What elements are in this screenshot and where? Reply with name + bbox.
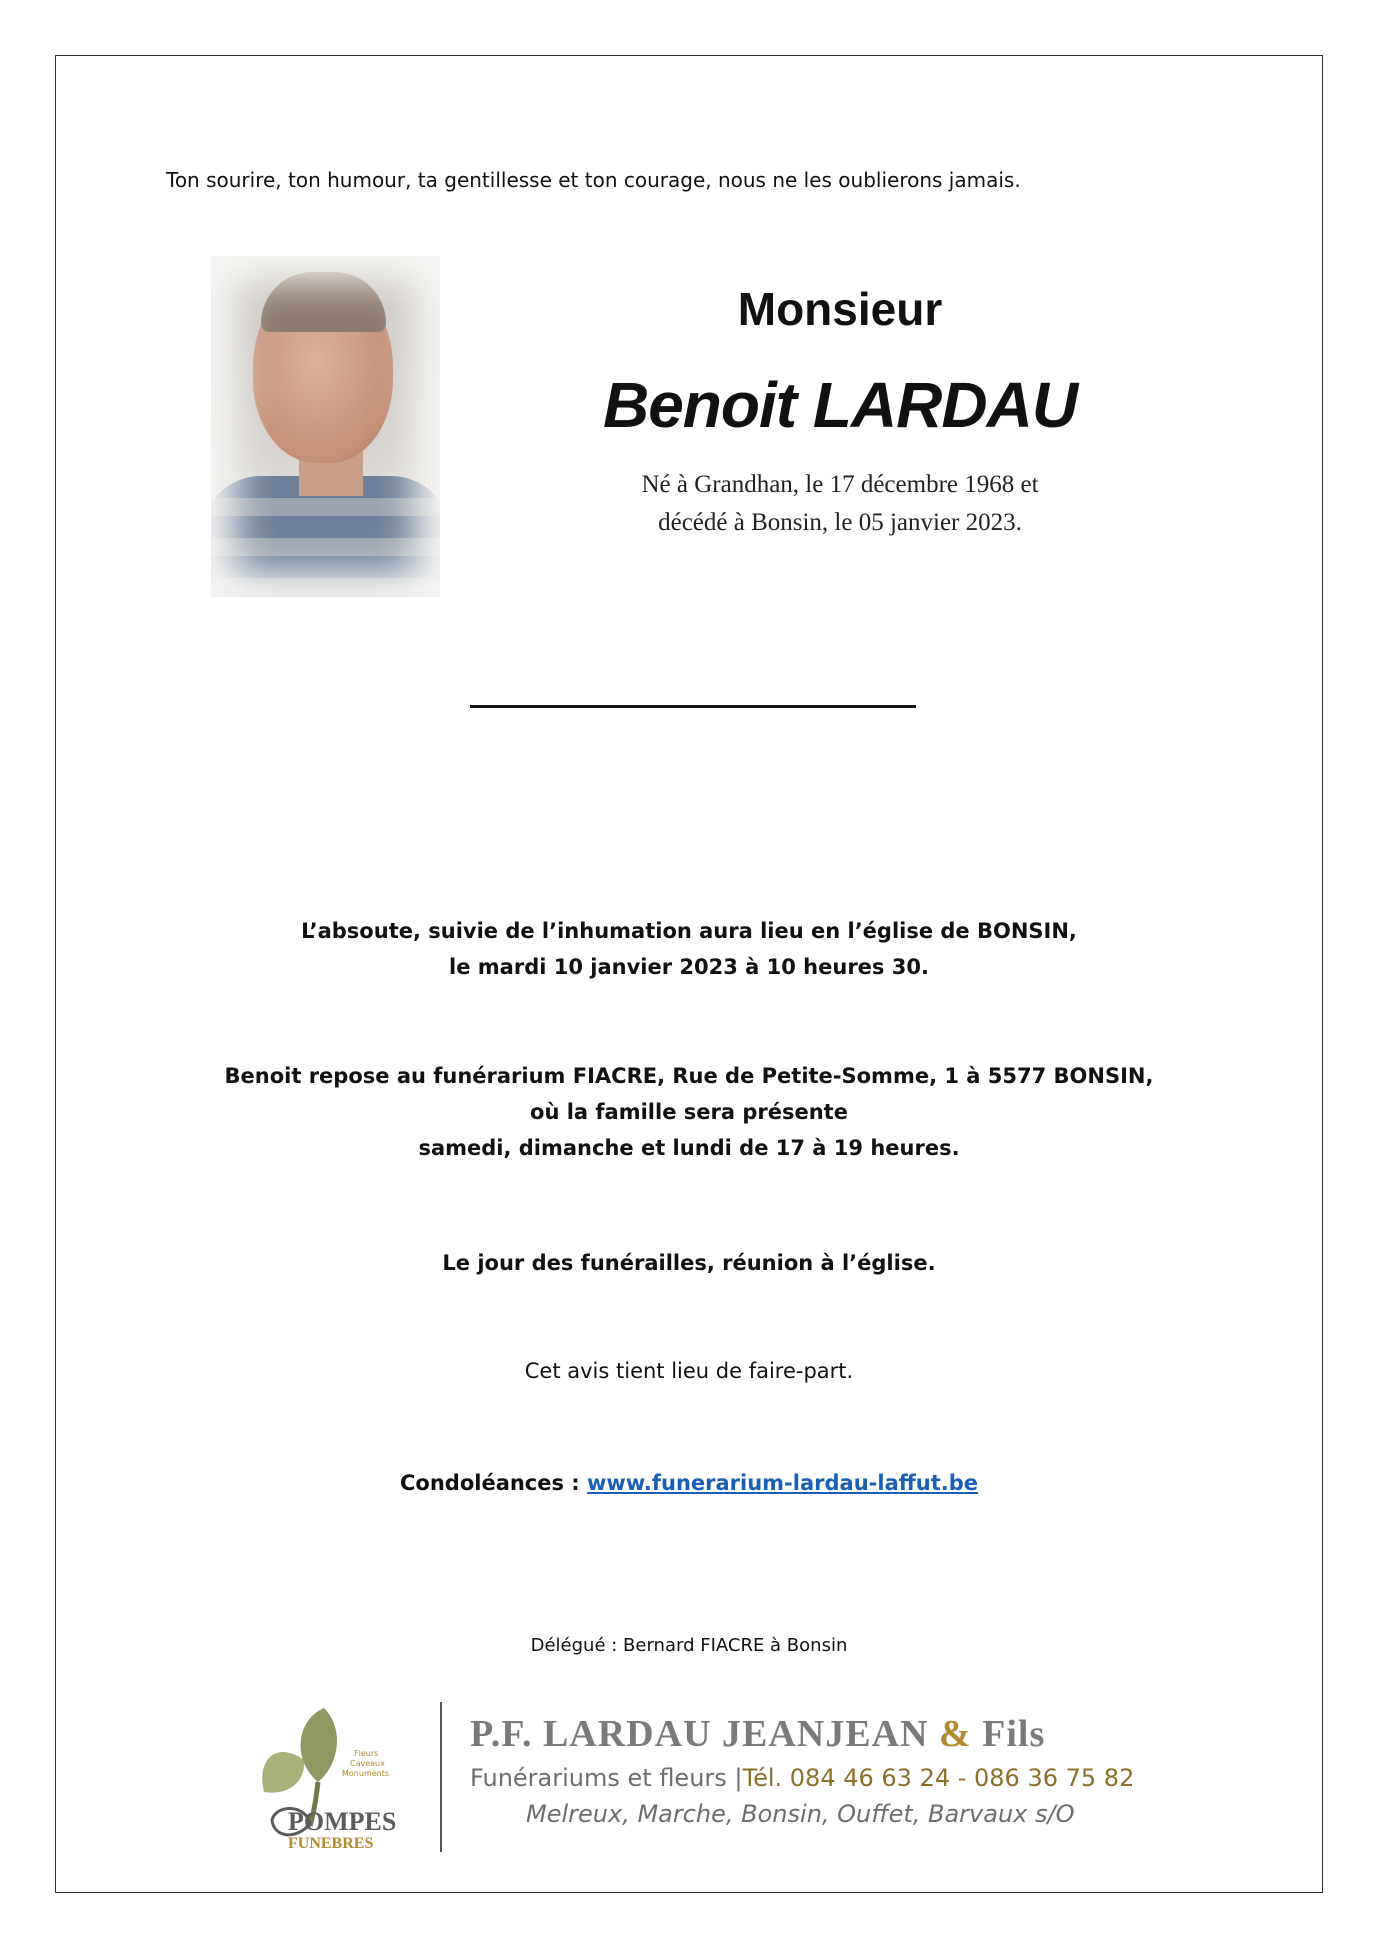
logo-small-1: Fleurs xyxy=(354,1749,379,1758)
logo-small-2: Caveaux xyxy=(350,1759,385,1768)
birth-line: Né à Grandhan, le 17 décembre 1968 et xyxy=(641,471,1039,498)
company-name-end: Fils xyxy=(971,1713,1046,1755)
phone-numbers: Tél. 084 46 63 24 - 086 36 75 82 xyxy=(742,1764,1135,1792)
condolences-link[interactable]: www.funerarium-lardau-laffut.be xyxy=(587,1471,978,1495)
company-name xyxy=(470,1712,1190,1756)
company-name-main: P.F. LARDAU JEANJEAN xyxy=(470,1713,939,1755)
epigraph: Ton sourire, ton humour, ta gentillesse et ton courage, nous ne les oublierons jamais. xyxy=(166,168,1021,192)
ceremony-line-1: L’absoute, suivie de l’inhumation aura lieu en l’église de BONSIN, xyxy=(301,919,1077,943)
condolences-label: Condoléances : xyxy=(400,1471,588,1495)
separator-bar: | xyxy=(734,1764,743,1792)
birth-death-dates xyxy=(560,466,1120,542)
company-locations: Melreux, Marche, Bonsin, Ouffet, Barvaux s/O xyxy=(526,1800,1075,1828)
logo-separator xyxy=(440,1702,442,1852)
logo-small-3: Monuments xyxy=(342,1769,390,1778)
company-services xyxy=(470,1764,1190,1792)
logo-word-2: FUNEBRES xyxy=(288,1835,374,1852)
company-name-amp: & xyxy=(938,1713,972,1755)
repose-info xyxy=(120,1058,1258,1166)
reunion-info: Le jour des funérailles, réunion à l’église. xyxy=(442,1251,936,1275)
divider-line xyxy=(470,705,916,708)
death-line: décédé à Bonsin, le 05 janvier 2023. xyxy=(658,509,1022,536)
condolences xyxy=(120,1465,1258,1501)
repose-line-2: où la famille sera présente xyxy=(530,1100,848,1124)
deceased-name: Benoit LARDAU xyxy=(602,369,1078,441)
honorific: Monsieur xyxy=(737,283,943,335)
ceremony-line-2: le mardi 10 janvier 2023 à 10 heures 30. xyxy=(449,955,929,979)
repose-line-3: samedi, dimanche et lundi de 17 à 19 heures. xyxy=(418,1136,960,1160)
company-block xyxy=(470,1712,1190,1828)
notice-text: Cet avis tient lieu de faire-part. xyxy=(524,1359,854,1383)
pompes-funebres-logo xyxy=(236,1700,436,1860)
services-text: Funérariums et fleurs xyxy=(470,1764,735,1792)
logo-word-1: POMPES xyxy=(288,1807,397,1836)
portrait-photo xyxy=(211,256,440,597)
ceremony-info xyxy=(120,913,1258,985)
repose-line-1: Benoit repose au funérarium FIACRE, Rue de Petite-Somme, 1 à 5577 BONSIN, xyxy=(224,1064,1154,1088)
delegate-text: Délégué : Bernard FIACRE à Bonsin xyxy=(530,1635,848,1656)
